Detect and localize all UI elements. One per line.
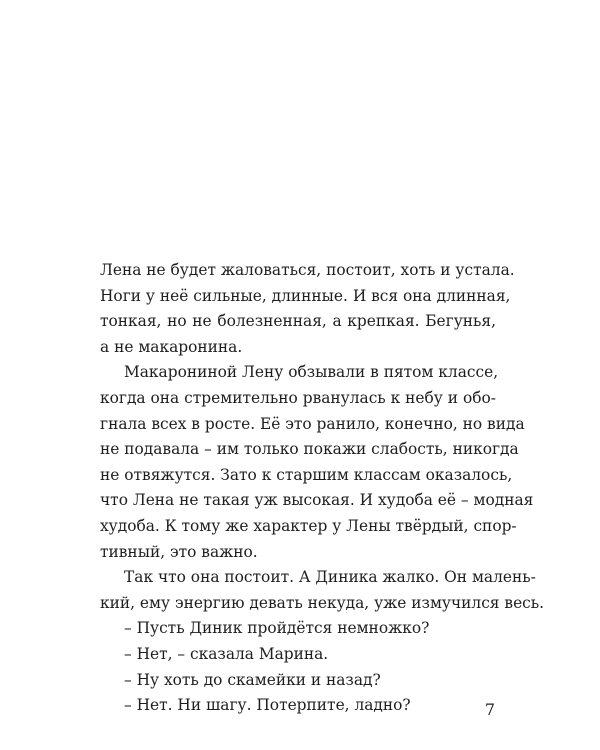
text-line: когда она стремительно рванулась к небу и обо- (100, 388, 496, 407)
dialogue-line-2 (100, 642, 496, 668)
text-line: тивный, это важно. (100, 542, 258, 561)
paragraph-1 (100, 258, 515, 360)
text-line: – Нет, – сказала Марина. (124, 644, 329, 663)
text-line: не подавала – им только покажи слабость, никогда (100, 440, 519, 459)
text-line: а не макаронина. (100, 337, 243, 356)
text-line: гнала всех в росте. Её это ранило, конечно, но вида (100, 414, 525, 433)
text-line: Ноги у неё сильные, длинные. И вся она длинная, (100, 286, 511, 305)
body-text (100, 258, 545, 719)
dialogue-line-3 (100, 668, 496, 694)
text-line: Макарониной Лену обзывали в пятом классе, (124, 363, 499, 382)
text-line: – Нет. Ни шагу. Потерпите, ладно? (124, 696, 411, 715)
text-line: что Лена не такая уж высокая. И худоба её – модная (100, 491, 534, 510)
text-line: Так что она постоит. А Диника жалко. Он малень- (124, 568, 536, 587)
text-line: – Пусть Диник пройдётся немножко? (124, 619, 430, 638)
text-line: худоба. К тому же характер у Лены твёрдый, спор- (100, 516, 517, 535)
paragraph-2 (100, 360, 534, 565)
text-line: тонкая, но не болезненная, а крепкая. Бегунья, (100, 312, 496, 331)
text-line: не отвяжутся. Зато к старшим классам оказалось, (100, 465, 513, 484)
text-line: кий, ему энергию девать некуда, уже измучился весь. (100, 593, 545, 612)
dialogue-line-4 (100, 693, 496, 719)
text-line: Лена не будет жаловаться, постоит, хоть и устала. (100, 261, 515, 279)
page-number: 7 (484, 700, 496, 719)
paragraph-3 (100, 565, 545, 616)
text-line: – Ну хоть до скамейки и назад? (124, 670, 381, 689)
dialogue-line-1 (100, 616, 496, 642)
